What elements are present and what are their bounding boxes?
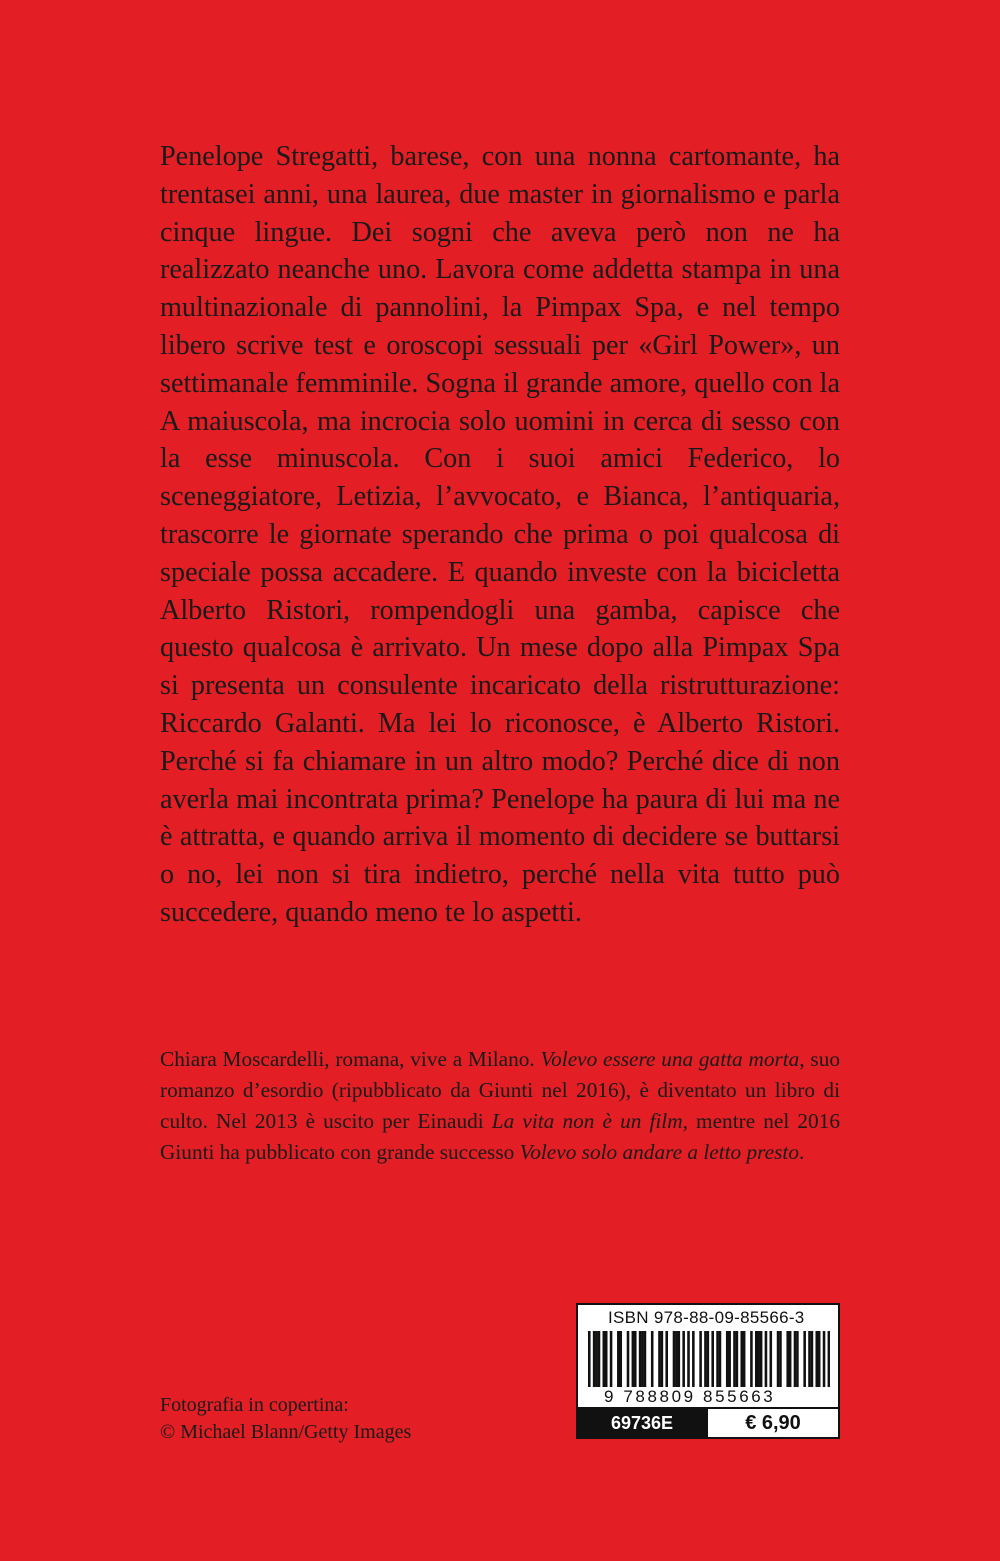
barcode-bar	[803, 1331, 806, 1387]
barcode-bar	[757, 1331, 760, 1387]
barcode-bar	[789, 1331, 792, 1387]
barcode-bar	[755, 1331, 758, 1387]
barcode-bar	[675, 1331, 678, 1387]
bio-text-3: , mentre nel 2016 Giunti ha pubblicato con grande successo	[160, 1109, 841, 1164]
barcode-bar	[699, 1331, 702, 1387]
barcode-bar	[682, 1331, 685, 1387]
barcode-bar	[641, 1331, 644, 1387]
barcode-bar	[818, 1331, 821, 1387]
barcode-bar	[733, 1331, 736, 1387]
barcode-bar	[707, 1331, 710, 1387]
barcode-bar	[617, 1331, 620, 1387]
product-code: 69736E	[578, 1409, 706, 1437]
barcode-bar	[740, 1331, 743, 1387]
barcode-bar	[770, 1331, 773, 1387]
barcode-bar	[593, 1331, 596, 1387]
barcode-bar	[811, 1331, 814, 1387]
barcode-bar	[719, 1331, 722, 1387]
bio-text-2: , suo romanzo d’esordio (ripubblicato da Giunti nel 2016), è diventato un libro di culto. Nel 2013 è uscito per Einaudi	[160, 1047, 841, 1133]
barcode-bar	[595, 1331, 598, 1387]
price-label: € 6,90	[706, 1409, 838, 1437]
barcode-bar	[743, 1331, 746, 1387]
barcode-block	[576, 1303, 840, 1439]
bio-text-4: .	[798, 1140, 805, 1164]
barcode-bar	[687, 1331, 690, 1387]
barcode-bar	[588, 1331, 591, 1387]
photo-credit-source: © Michael Blann/Getty Images	[160, 1421, 412, 1443]
barcode-bar	[794, 1331, 797, 1387]
book-title-1: Volevo essere una gatta morta	[540, 1047, 800, 1071]
barcode-bar	[634, 1331, 637, 1387]
barcode-bar	[605, 1331, 608, 1387]
barcode-bar	[658, 1331, 661, 1387]
barcode-bar	[765, 1331, 768, 1387]
barcode-bar	[632, 1331, 635, 1387]
barcode-bar	[603, 1331, 606, 1387]
barcode-bar	[786, 1331, 789, 1387]
barcode-bar	[711, 1331, 714, 1387]
author-bio	[160, 1044, 840, 1168]
barcode-bar	[704, 1331, 707, 1387]
barcode-bars	[588, 1331, 830, 1387]
barcode-bar	[815, 1331, 818, 1387]
barcode-bar	[692, 1331, 695, 1387]
barcode-bar	[627, 1331, 630, 1387]
photo-credit	[160, 1392, 411, 1446]
barcode-bar	[760, 1331, 763, 1387]
barcode-bar	[651, 1331, 654, 1387]
barcode-digits: 9 788809 855663	[604, 1387, 776, 1406]
barcode-bar	[644, 1331, 647, 1387]
back-cover-blurb: Penelope Stregatti, barese, con una nonna cartomante, ha trentasei anni, una laurea, due master in giornalismo e parla cinque lingue. Dei sogni che aveva però non ne ha realizzato neanche uno. Lavora come addetta stampa in una multinazionale di pannolini, la Pimpax Spa, e nel tempo libero scrive test e oroscopi sessuali per «Girl Power», un settimanale femminile. Sogna il grande amore, quello con la A maiuscola, ma incrocia solo uomini in cerca di sesso con la esse minuscola. Con i suoi amici Federico, lo sceneggiatore, Letizia, l’avvocato, e Bianca, l’antiquaria, trascorre le giornate sperando che prima o poi qualcosa di speciale possa accadere. E quando investe con la bicicletta Alberto Ristori, rompendogli una gamba, capisce che questo qualcosa è arrivato. Un mese dopo alla Pimpax Spa si presenta un consulente incaricato della ristrutturazione: Riccardo Galanti. Ma lei lo riconosce, è Alberto Ristori. Perché si fa chiamare in un altro modo? Perché dice di non averla mai incontrata prima? Penelope ha paura di lui ma ne è attratta, e quando arriva il momento di decidere se buttarsi o no, lei non si tira indietro, perché nella vita tutto può succedere, quando meno te lo aspetti.	[160, 141, 840, 928]
book-title-2: La vita non è un film	[491, 1109, 683, 1133]
barcode-bar	[678, 1331, 681, 1387]
book-title-3: Volevo solo andare a letto presto	[519, 1140, 799, 1164]
barcode-bar	[598, 1331, 601, 1387]
barcode-bar	[796, 1331, 799, 1387]
barcode-bar	[661, 1331, 664, 1387]
barcode-bar	[610, 1331, 613, 1387]
barcode-bar	[779, 1331, 782, 1387]
barcode-bar	[639, 1331, 642, 1387]
barcode-bar	[716, 1331, 719, 1387]
barcode-bar	[736, 1331, 739, 1387]
photo-credit-label: Fotografia in copertina:	[160, 1394, 349, 1416]
barcode-bar	[665, 1331, 668, 1387]
barcode-bar	[808, 1331, 811, 1387]
barcode-bar	[728, 1331, 731, 1387]
isbn-label: ISBN 978-88-09-85566-3	[608, 1308, 805, 1327]
barcode-bar	[673, 1331, 676, 1387]
barcode-bar	[750, 1331, 753, 1387]
barcode-bar	[828, 1331, 830, 1387]
barcode-bar	[777, 1331, 780, 1387]
barcode-bar	[823, 1331, 826, 1387]
barcode-bar	[726, 1331, 729, 1387]
barcode-bar	[619, 1331, 622, 1387]
bio-text-1: Chiara Moscardelli, romana, vive a Milano.	[160, 1047, 541, 1071]
